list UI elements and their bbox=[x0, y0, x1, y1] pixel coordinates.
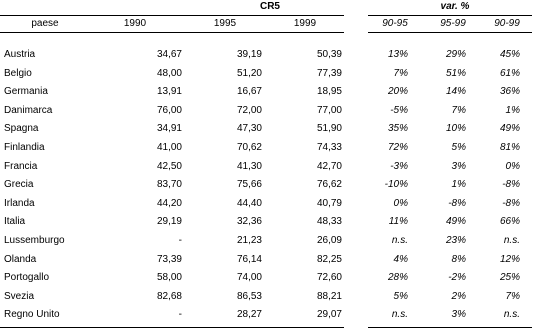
cell-v9099: 0% bbox=[505, 161, 520, 172]
cell-y1990: 41,00 bbox=[156, 142, 182, 153]
cell-paese: Germania bbox=[4, 86, 48, 97]
cell-v9095: n.s. bbox=[391, 309, 408, 320]
cell-v9095: -5% bbox=[390, 105, 408, 116]
cell-v9099: n.s. bbox=[503, 309, 520, 320]
cell-y1999: 77,39 bbox=[316, 68, 342, 79]
cell-v9099: -8% bbox=[502, 198, 520, 209]
cell-v9095: 20% bbox=[387, 86, 408, 97]
cell-v9599: -2% bbox=[448, 272, 466, 283]
cell-v9095: 28% bbox=[387, 272, 408, 283]
cell-y1990: 48,00 bbox=[156, 68, 182, 79]
cell-y1999: 77,00 bbox=[316, 105, 342, 116]
cell-v9095: 7% bbox=[393, 68, 408, 79]
cell-y1995: 47,30 bbox=[236, 123, 262, 134]
col-header-90-95: 90-95 bbox=[382, 18, 408, 29]
cell-y1999: 74,33 bbox=[316, 142, 342, 153]
col-header-1990: 1990 bbox=[123, 18, 147, 29]
cell-y1990: 82,68 bbox=[156, 291, 182, 302]
var-pct-group-header: var. % bbox=[440, 1, 470, 12]
cell-y1999: 76,62 bbox=[316, 179, 342, 190]
cell-v9099: 81% bbox=[499, 142, 520, 153]
header-bottom-rule bbox=[0, 32, 344, 33]
cell-y1995: 41,30 bbox=[236, 161, 262, 172]
cell-paese: Francia bbox=[4, 161, 38, 172]
cell-paese: Finlandia bbox=[4, 142, 45, 153]
cell-y1999: 29,07 bbox=[316, 309, 342, 320]
cell-v9095: 13% bbox=[387, 49, 408, 60]
cell-paese: Austria bbox=[4, 49, 36, 60]
cell-y1995: 75,66 bbox=[236, 179, 262, 190]
cell-v9099: 61% bbox=[499, 68, 520, 79]
cell-v9599: 1% bbox=[451, 179, 466, 190]
var-header-bottom-rule bbox=[368, 32, 532, 33]
cell-y1999: 26,09 bbox=[316, 235, 342, 246]
cell-paese: Portogallo bbox=[4, 272, 50, 283]
cell-v9599: 3% bbox=[451, 161, 466, 172]
cell-y1995: 44,40 bbox=[236, 198, 262, 209]
cr5-group-header: CR5 bbox=[259, 1, 280, 12]
var-group-rule bbox=[368, 15, 532, 16]
table-bottom-rule bbox=[0, 327, 344, 328]
cell-v9099: 66% bbox=[499, 216, 520, 227]
cell-v9099: 7% bbox=[505, 291, 520, 302]
cell-y1999: 88,21 bbox=[316, 291, 342, 302]
cell-v9599: 7% bbox=[451, 105, 466, 116]
cell-v9599: 49% bbox=[445, 216, 466, 227]
cell-v9095: n.s. bbox=[391, 235, 408, 246]
cell-y1990: 13,91 bbox=[156, 86, 182, 97]
cell-y1990: 58,00 bbox=[156, 272, 182, 283]
cell-y1990: 34,91 bbox=[156, 123, 182, 134]
cell-v9599: 2% bbox=[451, 291, 466, 302]
cell-y1995: 39,19 bbox=[236, 49, 262, 60]
cell-v9599: 5% bbox=[451, 142, 466, 153]
cell-v9599: 23% bbox=[445, 235, 466, 246]
cell-y1999: 51,90 bbox=[316, 123, 342, 134]
col-header-1995: 1995 bbox=[213, 18, 237, 29]
cell-y1995: 72,00 bbox=[236, 105, 262, 116]
cr5-group-rule bbox=[0, 15, 344, 16]
cell-y1999: 18,95 bbox=[316, 86, 342, 97]
cell-y1995: 86,53 bbox=[236, 291, 262, 302]
cell-y1999: 40,79 bbox=[316, 198, 342, 209]
var-table-bottom-rule bbox=[368, 327, 532, 328]
cell-v9095: 72% bbox=[387, 142, 408, 153]
cell-y1995: 74,00 bbox=[236, 272, 262, 283]
cell-paese: Irlanda bbox=[4, 198, 35, 209]
cell-y1990: - bbox=[178, 235, 182, 246]
col-header-paese: paese bbox=[31, 18, 59, 29]
cell-v9599: 10% bbox=[445, 123, 466, 134]
cell-y1999: 48,33 bbox=[316, 216, 342, 227]
cell-y1995: 51,20 bbox=[236, 68, 262, 79]
cell-y1999: 72,60 bbox=[316, 272, 342, 283]
cell-paese: Italia bbox=[4, 216, 26, 227]
cell-y1990: - bbox=[178, 309, 182, 320]
cell-y1990: 44,20 bbox=[156, 198, 182, 209]
cell-v9099: 45% bbox=[499, 49, 520, 60]
cell-v9599: 29% bbox=[445, 49, 466, 60]
cell-y1995: 21,23 bbox=[236, 235, 262, 246]
cell-paese: Olanda bbox=[4, 254, 37, 265]
cell-v9099: n.s. bbox=[503, 235, 520, 246]
cell-v9599: 3% bbox=[451, 309, 466, 320]
cell-y1995: 70,62 bbox=[236, 142, 262, 153]
cell-y1990: 76,00 bbox=[156, 105, 182, 116]
cell-v9095: 0% bbox=[393, 198, 408, 209]
col-header-1999: 1999 bbox=[293, 18, 317, 29]
cell-v9095: 11% bbox=[388, 216, 408, 227]
cell-v9599: 14% bbox=[445, 86, 466, 97]
cell-y1990: 73,39 bbox=[156, 254, 182, 265]
cell-v9599: 8% bbox=[451, 254, 466, 265]
cell-v9099: 49% bbox=[499, 123, 520, 134]
cell-v9095: 35% bbox=[387, 123, 408, 134]
cell-v9099: 12% bbox=[499, 254, 520, 265]
cell-y1990: 42,50 bbox=[156, 161, 182, 172]
cell-y1995: 16,67 bbox=[236, 86, 262, 97]
cell-y1995: 76,14 bbox=[236, 254, 262, 265]
cell-paese: Lussemburgo bbox=[4, 235, 65, 246]
cell-v9599: -8% bbox=[448, 198, 466, 209]
cell-v9095: -3% bbox=[390, 161, 408, 172]
cell-y1999: 50,39 bbox=[316, 49, 342, 60]
cell-y1999: 82,25 bbox=[316, 254, 342, 265]
cell-paese: Danimarca bbox=[4, 105, 53, 116]
cell-v9599: 51% bbox=[445, 68, 466, 79]
cell-paese: Svezia bbox=[4, 291, 35, 302]
cell-v9095: 5% bbox=[393, 291, 408, 302]
col-header-95-99: 95-99 bbox=[440, 18, 466, 29]
cell-v9099: 25% bbox=[499, 272, 520, 283]
cell-v9099: 36% bbox=[499, 86, 520, 97]
cell-v9095: 4% bbox=[393, 254, 408, 265]
cell-y1995: 32,36 bbox=[236, 216, 262, 227]
cell-y1990: 29,19 bbox=[156, 216, 182, 227]
cell-paese: Regno Unito bbox=[4, 309, 60, 320]
cell-paese: Belgio bbox=[4, 68, 32, 79]
cell-paese: Spagna bbox=[4, 123, 39, 134]
cell-y1999: 42,70 bbox=[316, 161, 342, 172]
cell-v9095: -10% bbox=[384, 179, 408, 190]
cell-paese: Grecia bbox=[4, 179, 34, 190]
cell-y1990: 34,67 bbox=[156, 49, 182, 60]
col-header-90-99: 90-99 bbox=[494, 18, 520, 29]
cell-v9099: -8% bbox=[502, 179, 520, 190]
cell-v9099: 1% bbox=[505, 105, 520, 116]
cell-y1990: 83,70 bbox=[156, 179, 182, 190]
cell-y1995: 28,27 bbox=[236, 309, 262, 320]
